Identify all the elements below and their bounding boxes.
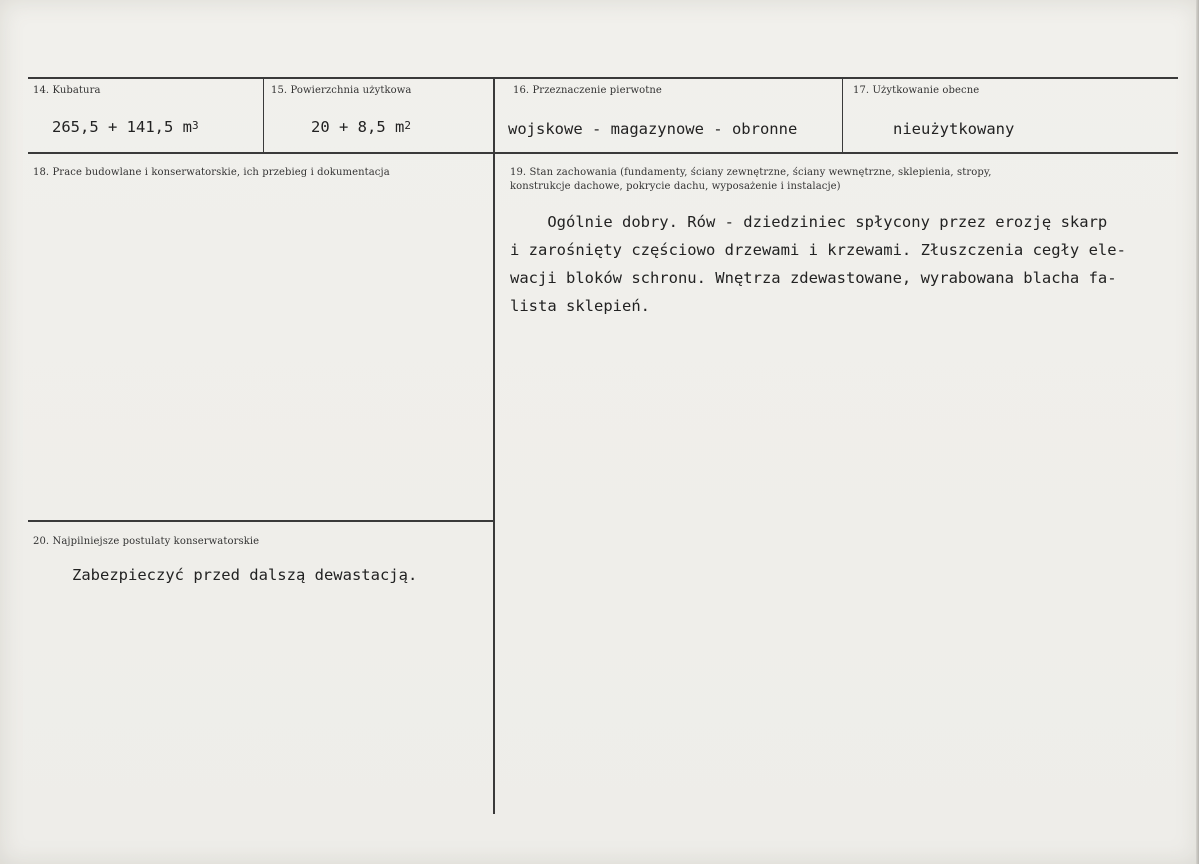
field-19-line: lista sklepień.: [510, 297, 650, 315]
field-19-label-line1: 19. Stan zachowania (fundamenty, ściany zewnętrzne, ściany wewnętrzne, sklepienia, stropy,: [510, 167, 992, 178]
field-14-label: 14. Kubatura: [33, 85, 101, 96]
row1-bottom-rule: [28, 152, 1178, 154]
divider-16-17: [842, 79, 843, 152]
field-14-exponent: 3: [191, 119, 199, 132]
rule-18-20: [28, 520, 493, 522]
field-16-label: 16. Przeznaczenie pierwotne: [513, 85, 662, 96]
field-14-value: [52, 118, 199, 136]
field-19-line: Ogólnie dobry. Rów - dziedziniec spłycony przez erozję skarp: [510, 213, 1108, 231]
field-15-value: [311, 118, 411, 136]
field-15-label: 15. Powierzchnia użytkowa: [271, 85, 412, 96]
field-19-label-line2: konstrukcje dachowe, pokrycie dachu, wyposażenie i instalacje): [510, 181, 841, 192]
field-19-line: wacji bloków schronu. Wnętrza zdewastowane, wyrabowana blacha fa-: [510, 269, 1117, 287]
field-16-value: wojskowe - magazynowe - obronne: [508, 120, 798, 138]
field-17-value: nieużytkowany: [893, 120, 1015, 138]
divider-main-vertical: [493, 79, 495, 814]
field-18-label: 18. Prace budowlane i konserwatorskie, ich przebieg i dokumentacja: [33, 167, 390, 178]
field-19-line: i zarośnięty częściowo drzewami i krzewami. Złuszczenia cegły ele-: [510, 241, 1126, 259]
divider-14-15: [263, 79, 264, 152]
field-17-label: 17. Użytkowanie obecne: [853, 85, 980, 96]
top-rule: [28, 77, 1178, 79]
field-20-value: Zabezpieczyć przed dalszą dewastacją.: [72, 566, 418, 584]
field-14-value-text: 265,5 + 141,5 m: [52, 118, 192, 136]
field-15-value-text: 20 + 8,5 m: [311, 118, 405, 136]
field-15-exponent: 2: [404, 119, 411, 132]
field-19-text: [510, 208, 1126, 320]
field-20-label: 20. Najpilniejsze postulaty konserwatorskie: [33, 536, 260, 547]
